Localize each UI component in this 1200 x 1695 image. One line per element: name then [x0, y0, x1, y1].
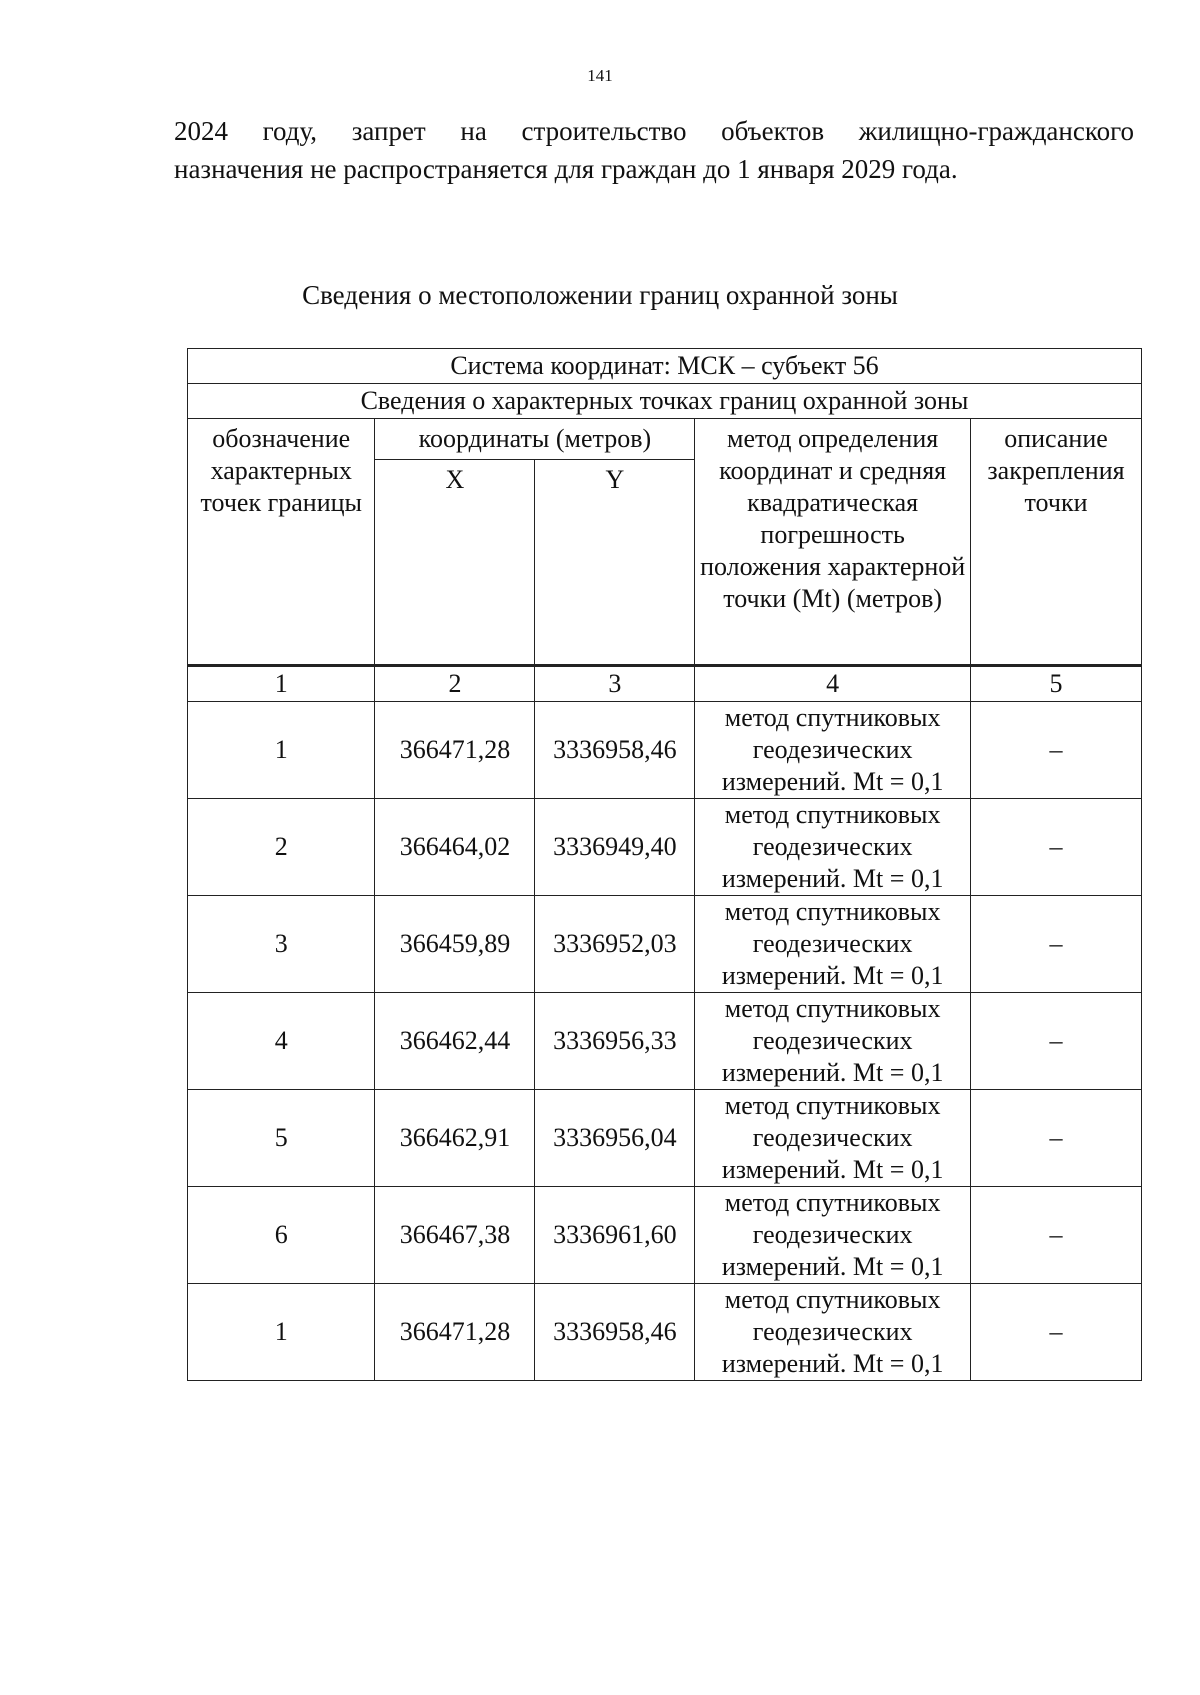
paragraph-line-2: назначения не распространяется для граждан до 1 января 2029 года. [174, 154, 958, 184]
fixation-cell: – [971, 1090, 1142, 1187]
y-coordinate-cell: 3336952,03 [535, 896, 695, 993]
method-line: геодезических [752, 1317, 913, 1346]
method-line: метод спутниковых [724, 1188, 941, 1217]
y-coordinate-cell: 3336958,46 [535, 702, 695, 799]
method-line: геодезических [752, 1220, 913, 1249]
y-coordinate-cell: 3336956,33 [535, 993, 695, 1090]
x-coordinate-cell: 366471,28 [375, 702, 535, 799]
fixation-cell: – [971, 702, 1142, 799]
fixation-cell: – [971, 799, 1142, 896]
table-row [188, 1090, 1142, 1187]
point-id-cell: 5 [188, 1090, 375, 1187]
point-id-cell: 1 [188, 702, 375, 799]
table-row [188, 702, 1142, 799]
column-numbers-row [188, 666, 1142, 702]
header-method: метод определения координат и средняя квадратическая погрешность положения характерной точки (Mt) (метров) [695, 419, 971, 666]
x-coordinate-cell: 366462,91 [375, 1090, 535, 1187]
method-line: измерений. Mt = 0,1 [721, 1058, 944, 1087]
section-title: Сведения о местоположении границ охранной зоны [302, 280, 898, 310]
column-number: 4 [695, 666, 971, 702]
method-cell [695, 1187, 971, 1284]
x-coordinate-cell: 366464,02 [375, 799, 535, 896]
point-id-cell: 6 [188, 1187, 375, 1284]
header-x: X [375, 460, 535, 666]
method-line: метод спутниковых [724, 994, 941, 1023]
header-row [188, 419, 1142, 460]
method-line: измерений. Mt = 0,1 [721, 1349, 944, 1378]
x-coordinate-cell: 366459,89 [375, 896, 535, 993]
table-row [188, 1284, 1142, 1381]
y-coordinate-cell: 3336949,40 [535, 799, 695, 896]
point-id-cell: 2 [188, 799, 375, 896]
coordinate-system-cell: Система координат: МСК – субъект 56 [188, 349, 1142, 384]
boundary-points-table [187, 348, 1142, 1381]
method-line: метод спутниковых [724, 1091, 941, 1120]
fixation-cell: – [971, 993, 1142, 1090]
method-line: геодезических [752, 929, 913, 958]
x-coordinate-cell: 366462,44 [375, 993, 535, 1090]
x-coordinate-cell: 366471,28 [375, 1284, 535, 1381]
method-line: измерений. Mt = 0,1 [721, 1252, 944, 1281]
page-number: 141 [587, 66, 613, 85]
x-coordinate-cell: 366467,38 [375, 1187, 535, 1284]
method-line: измерений. Mt = 0,1 [721, 864, 944, 893]
y-coordinate-cell: 3336956,04 [535, 1090, 695, 1187]
fixation-cell: – [971, 896, 1142, 993]
method-line: метод спутниковых [724, 897, 941, 926]
method-cell [695, 799, 971, 896]
points-info-cell: Сведения о характерных точках границ охранной зоны [188, 384, 1142, 419]
table-row [188, 993, 1142, 1090]
method-line: геодезических [752, 832, 913, 861]
column-number: 2 [375, 666, 535, 702]
paragraph-line-1: 2024 году, запрет на строительство объектов жилищно-гражданского [174, 116, 1134, 146]
method-line: геодезических [752, 1123, 913, 1152]
point-id-cell: 4 [188, 993, 375, 1090]
method-cell [695, 1284, 971, 1381]
header-y: Y [535, 460, 695, 666]
method-line: геодезических [752, 735, 913, 764]
coordinate-system-row [188, 349, 1142, 384]
points-info-row [188, 384, 1142, 419]
column-number: 5 [971, 666, 1142, 702]
method-line: измерений. Mt = 0,1 [721, 767, 944, 796]
method-line: геодезических [752, 1026, 913, 1055]
method-line: метод спутниковых [724, 1285, 941, 1314]
column-number: 3 [535, 666, 695, 702]
method-line: метод спутниковых [724, 800, 941, 829]
table-row [188, 799, 1142, 896]
method-cell [695, 993, 971, 1090]
header-fixation: описание закрепления точки [971, 419, 1142, 666]
table-row [188, 1187, 1142, 1284]
table-row [188, 896, 1142, 993]
fixation-cell: – [971, 1187, 1142, 1284]
method-line: метод спутниковых [724, 703, 941, 732]
body-paragraph [174, 112, 1134, 188]
column-number: 1 [188, 666, 375, 702]
y-coordinate-cell: 3336958,46 [535, 1284, 695, 1381]
method-line: измерений. Mt = 0,1 [721, 1155, 944, 1184]
y-coordinate-cell: 3336961,60 [535, 1187, 695, 1284]
fixation-cell: – [971, 1284, 1142, 1381]
header-designation: обозначение характерных точек границы [188, 419, 375, 666]
point-id-cell: 1 [188, 1284, 375, 1381]
method-cell [695, 1090, 971, 1187]
method-cell [695, 896, 971, 993]
method-line: измерений. Mt = 0,1 [721, 961, 944, 990]
method-cell [695, 702, 971, 799]
header-coordinates: координаты (метров) [375, 419, 695, 460]
point-id-cell: 3 [188, 896, 375, 993]
